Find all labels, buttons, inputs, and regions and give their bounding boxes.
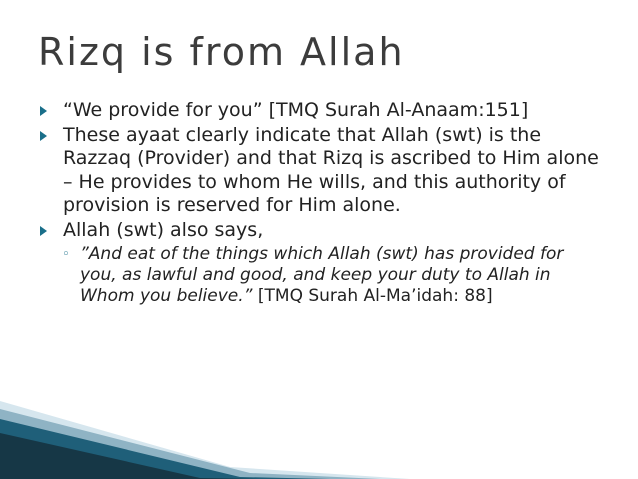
decorative-swoosh: [0, 389, 638, 479]
bullet-text: Allah (swt) also says,: [63, 218, 264, 241]
quote-text: ”And eat of the things which Allah (swt) has provided for you, as lawful and good, and keep your duty to Allah in Whom you believe.”: [80, 244, 564, 306]
bullet-item: [40, 219, 600, 243]
triangle-bullet-icon: [40, 131, 47, 141]
bullet-item: [40, 124, 600, 218]
bullet-item: [40, 99, 600, 123]
bullet-text: “We provide for you” [TMQ Surah Al-Anaam:151]: [63, 99, 529, 121]
slide-title: Rizq is from Allah: [38, 30, 405, 74]
bullet-text: These ayaat clearly indicate that Allah (swt) is the Razzaq (Provider) and that Rizq is ascribed to Him alone – He provides to whom He wills, and this authority of provision is reserved for Him alone.: [63, 123, 599, 216]
sub-bullet-item: [40, 244, 600, 307]
quote-reference: [TMQ Surah Al-Ma’idah: 88]: [257, 286, 493, 306]
circle-bullet-icon: ◦: [62, 247, 70, 262]
triangle-bullet-icon: [40, 226, 47, 236]
content-area: [40, 99, 600, 307]
triangle-bullet-icon: [40, 106, 47, 116]
